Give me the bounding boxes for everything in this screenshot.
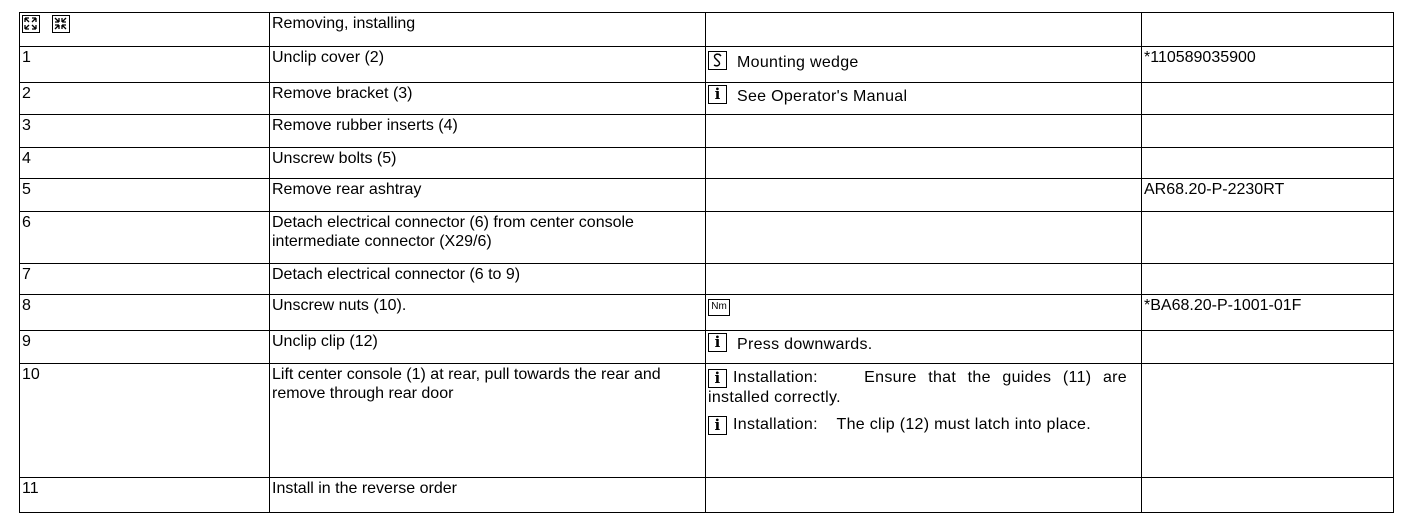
- step-reference: [1142, 83, 1394, 115]
- step-row: [20, 212, 1394, 264]
- step-notes: [706, 295, 1142, 331]
- step-text: Remove bracket (3): [270, 83, 706, 115]
- step-notes: [706, 83, 1142, 115]
- note-text: Installation: The clip (12) must latch into place.: [733, 416, 1091, 433]
- step-number: 11: [20, 478, 270, 513]
- step-text: Unclip clip (12): [270, 331, 706, 364]
- header-row: [20, 13, 1394, 47]
- note-text: See Operator's Manual: [737, 88, 908, 105]
- step-reference[interactable]: *110589035900: [1142, 47, 1394, 83]
- step-row: [20, 331, 1394, 364]
- step-text: Detach electrical connector (6) from center console intermediate connector (X29/6): [270, 212, 706, 264]
- step-row: [20, 295, 1394, 331]
- step-text: Lift center console (1) at rear, pull towards the rear and remove through rear door: [270, 364, 706, 478]
- procedure-table: [19, 12, 1394, 513]
- step-reference: [1142, 264, 1394, 295]
- step-reference: [1142, 115, 1394, 148]
- step-text: Unscrew nuts (10).: [270, 295, 706, 331]
- info-icon: i: [708, 369, 727, 388]
- step-number: 5: [20, 179, 270, 212]
- step-reference[interactable]: AR68.20-P-2230RT: [1142, 179, 1394, 212]
- step-text: Remove rear ashtray: [270, 179, 706, 212]
- step-text: Unclip cover (2): [270, 47, 706, 83]
- note-text: Mounting wedge: [737, 54, 859, 71]
- step-text: Remove rubber inserts (4): [270, 115, 706, 148]
- step-number: 8: [20, 295, 270, 331]
- step-number: 4: [20, 148, 270, 179]
- step-number: 7: [20, 264, 270, 295]
- step-notes: [706, 264, 1142, 295]
- step-row: [20, 115, 1394, 148]
- note-text: Installation: Ensure that the guides (11) are installed correctly.: [708, 369, 1132, 406]
- step-notes: [706, 364, 1142, 478]
- step-row: [20, 83, 1394, 115]
- step-row: [20, 478, 1394, 513]
- step-number: 2: [20, 83, 270, 115]
- step-reference[interactable]: *BA68.20-P-1001-01F: [1142, 295, 1394, 331]
- header-notes-cell: [706, 13, 1142, 47]
- step-row: [20, 47, 1394, 83]
- header-icons-cell: [20, 13, 270, 47]
- step-reference: [1142, 364, 1394, 478]
- step-notes: [706, 331, 1142, 364]
- expand-icon: [22, 15, 40, 33]
- collapse-icon: [52, 15, 70, 33]
- installation-note: [708, 368, 1132, 407]
- torque-icon: Nm: [708, 299, 730, 316]
- step-number: 1: [20, 47, 270, 83]
- step-number: 10: [20, 364, 270, 478]
- step-reference: [1142, 148, 1394, 179]
- step-notes: [706, 179, 1142, 212]
- step-row: [20, 364, 1394, 478]
- step-text: Detach electrical connector (6 to 9): [270, 264, 706, 295]
- step-row: [20, 179, 1394, 212]
- step-row: [20, 264, 1394, 295]
- info-icon: i: [708, 333, 727, 352]
- step-text: Unscrew bolts (5): [270, 148, 706, 179]
- step-notes: [706, 212, 1142, 264]
- step-reference: [1142, 212, 1394, 264]
- step-text: Install in the reverse order: [270, 478, 706, 513]
- step-reference: [1142, 478, 1394, 513]
- step-notes: [706, 478, 1142, 513]
- step-reference: [1142, 331, 1394, 364]
- info-icon: i: [708, 85, 727, 104]
- step-number: 3: [20, 115, 270, 148]
- header-ref-cell: [1142, 13, 1394, 47]
- tool-icon: [708, 51, 727, 70]
- step-number: 9: [20, 331, 270, 364]
- step-notes: [706, 115, 1142, 148]
- step-notes: [706, 148, 1142, 179]
- installation-note: [708, 415, 1127, 435]
- note-text: Press downwards.: [737, 336, 873, 353]
- step-row: [20, 148, 1394, 179]
- info-icon: i: [708, 416, 727, 435]
- step-number: 6: [20, 212, 270, 264]
- step-notes: [706, 47, 1142, 83]
- header-title: Removing, installing: [270, 13, 706, 47]
